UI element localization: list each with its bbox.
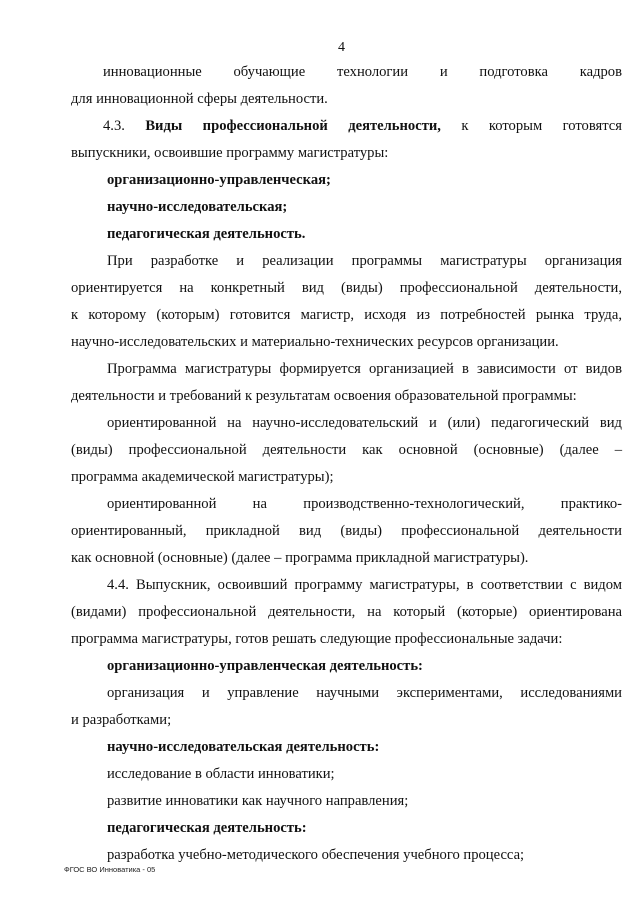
text-line: и разработками; <box>71 712 172 728</box>
section-title-bold: Виды профессиональной деятельности, <box>145 118 441 134</box>
text-line: научно-исследовательских и материально-технических ресурсов организации. <box>71 334 559 350</box>
text-line: для инновационной сферы деятельности. <box>71 91 328 107</box>
text-line: (виды) профессиональной деятельности как основной (основные) (далее – <box>71 442 622 458</box>
text-line: выпускники, освоившие программу магистратуры: <box>71 145 389 161</box>
text-line: деятельности и требований к результатам освоения образовательной программы: <box>71 388 577 404</box>
text-line: к которому (которым) готовится магистр, исходя из потребностей рынка труда, <box>71 307 622 323</box>
task-heading-1: организационно-управленческая деятельность: <box>107 658 423 674</box>
text-line: ориентируется на конкретный вид (виды) профессиональной деятельности, <box>71 280 622 296</box>
text-line: программа академической магистратуры); <box>71 469 334 485</box>
section-number: 4.3. <box>103 118 125 134</box>
task-item: развитие инноватики как научного направления; <box>107 793 409 809</box>
text-line: Программа магистратуры формируется организацией в зависимости от видов <box>107 361 622 377</box>
task-heading-3: педагогическая деятельность: <box>107 820 307 836</box>
activity-type-2: научно-исследовательская; <box>107 199 288 215</box>
text-line: При разработке и реализации программы магистратуры организация <box>107 253 622 269</box>
footer-label: ФГОС ВО Инноватика - 05 <box>64 865 156 874</box>
text-line: программа магистратуры, готов решать следующие профессиональные задачи: <box>71 631 563 647</box>
section-title-rest: к которым готовятся <box>461 118 622 134</box>
task-item: разработка учебно-методического обеспечения учебного процесса; <box>107 847 525 863</box>
task-item: исследование в области инноватики; <box>107 766 335 782</box>
text-line: как основной (основные) (далее – программа прикладной магистратуры). <box>71 550 529 566</box>
text-line: ориентированной на научно-исследовательский и (или) педагогический вид <box>107 415 622 431</box>
text-line: организация и управление научными экспериментами, исследованиями <box>107 685 622 701</box>
section-4-3-heading <box>103 116 622 136</box>
text-line: 4.4. Выпускник, освоивший программу магистратуры, в соответствии с видом <box>107 577 622 593</box>
activity-type-1: организационно-управленческая; <box>107 172 331 188</box>
page-number: 4 <box>338 40 345 55</box>
text-line: ориентированной на производственно-технологический, практико- <box>107 496 622 512</box>
task-heading-2: научно-исследовательская деятельность: <box>107 739 380 755</box>
text-line: (видами) профессиональной деятельности, на который (которые) ориентирована <box>71 604 622 620</box>
activity-type-3: педагогическая деятельность. <box>107 226 306 242</box>
text-line: ориентированный, прикладной вид (виды) профессиональной деятельности <box>71 523 622 539</box>
text-line: инновационные обучающие технологии и подготовка кадров <box>103 64 622 80</box>
